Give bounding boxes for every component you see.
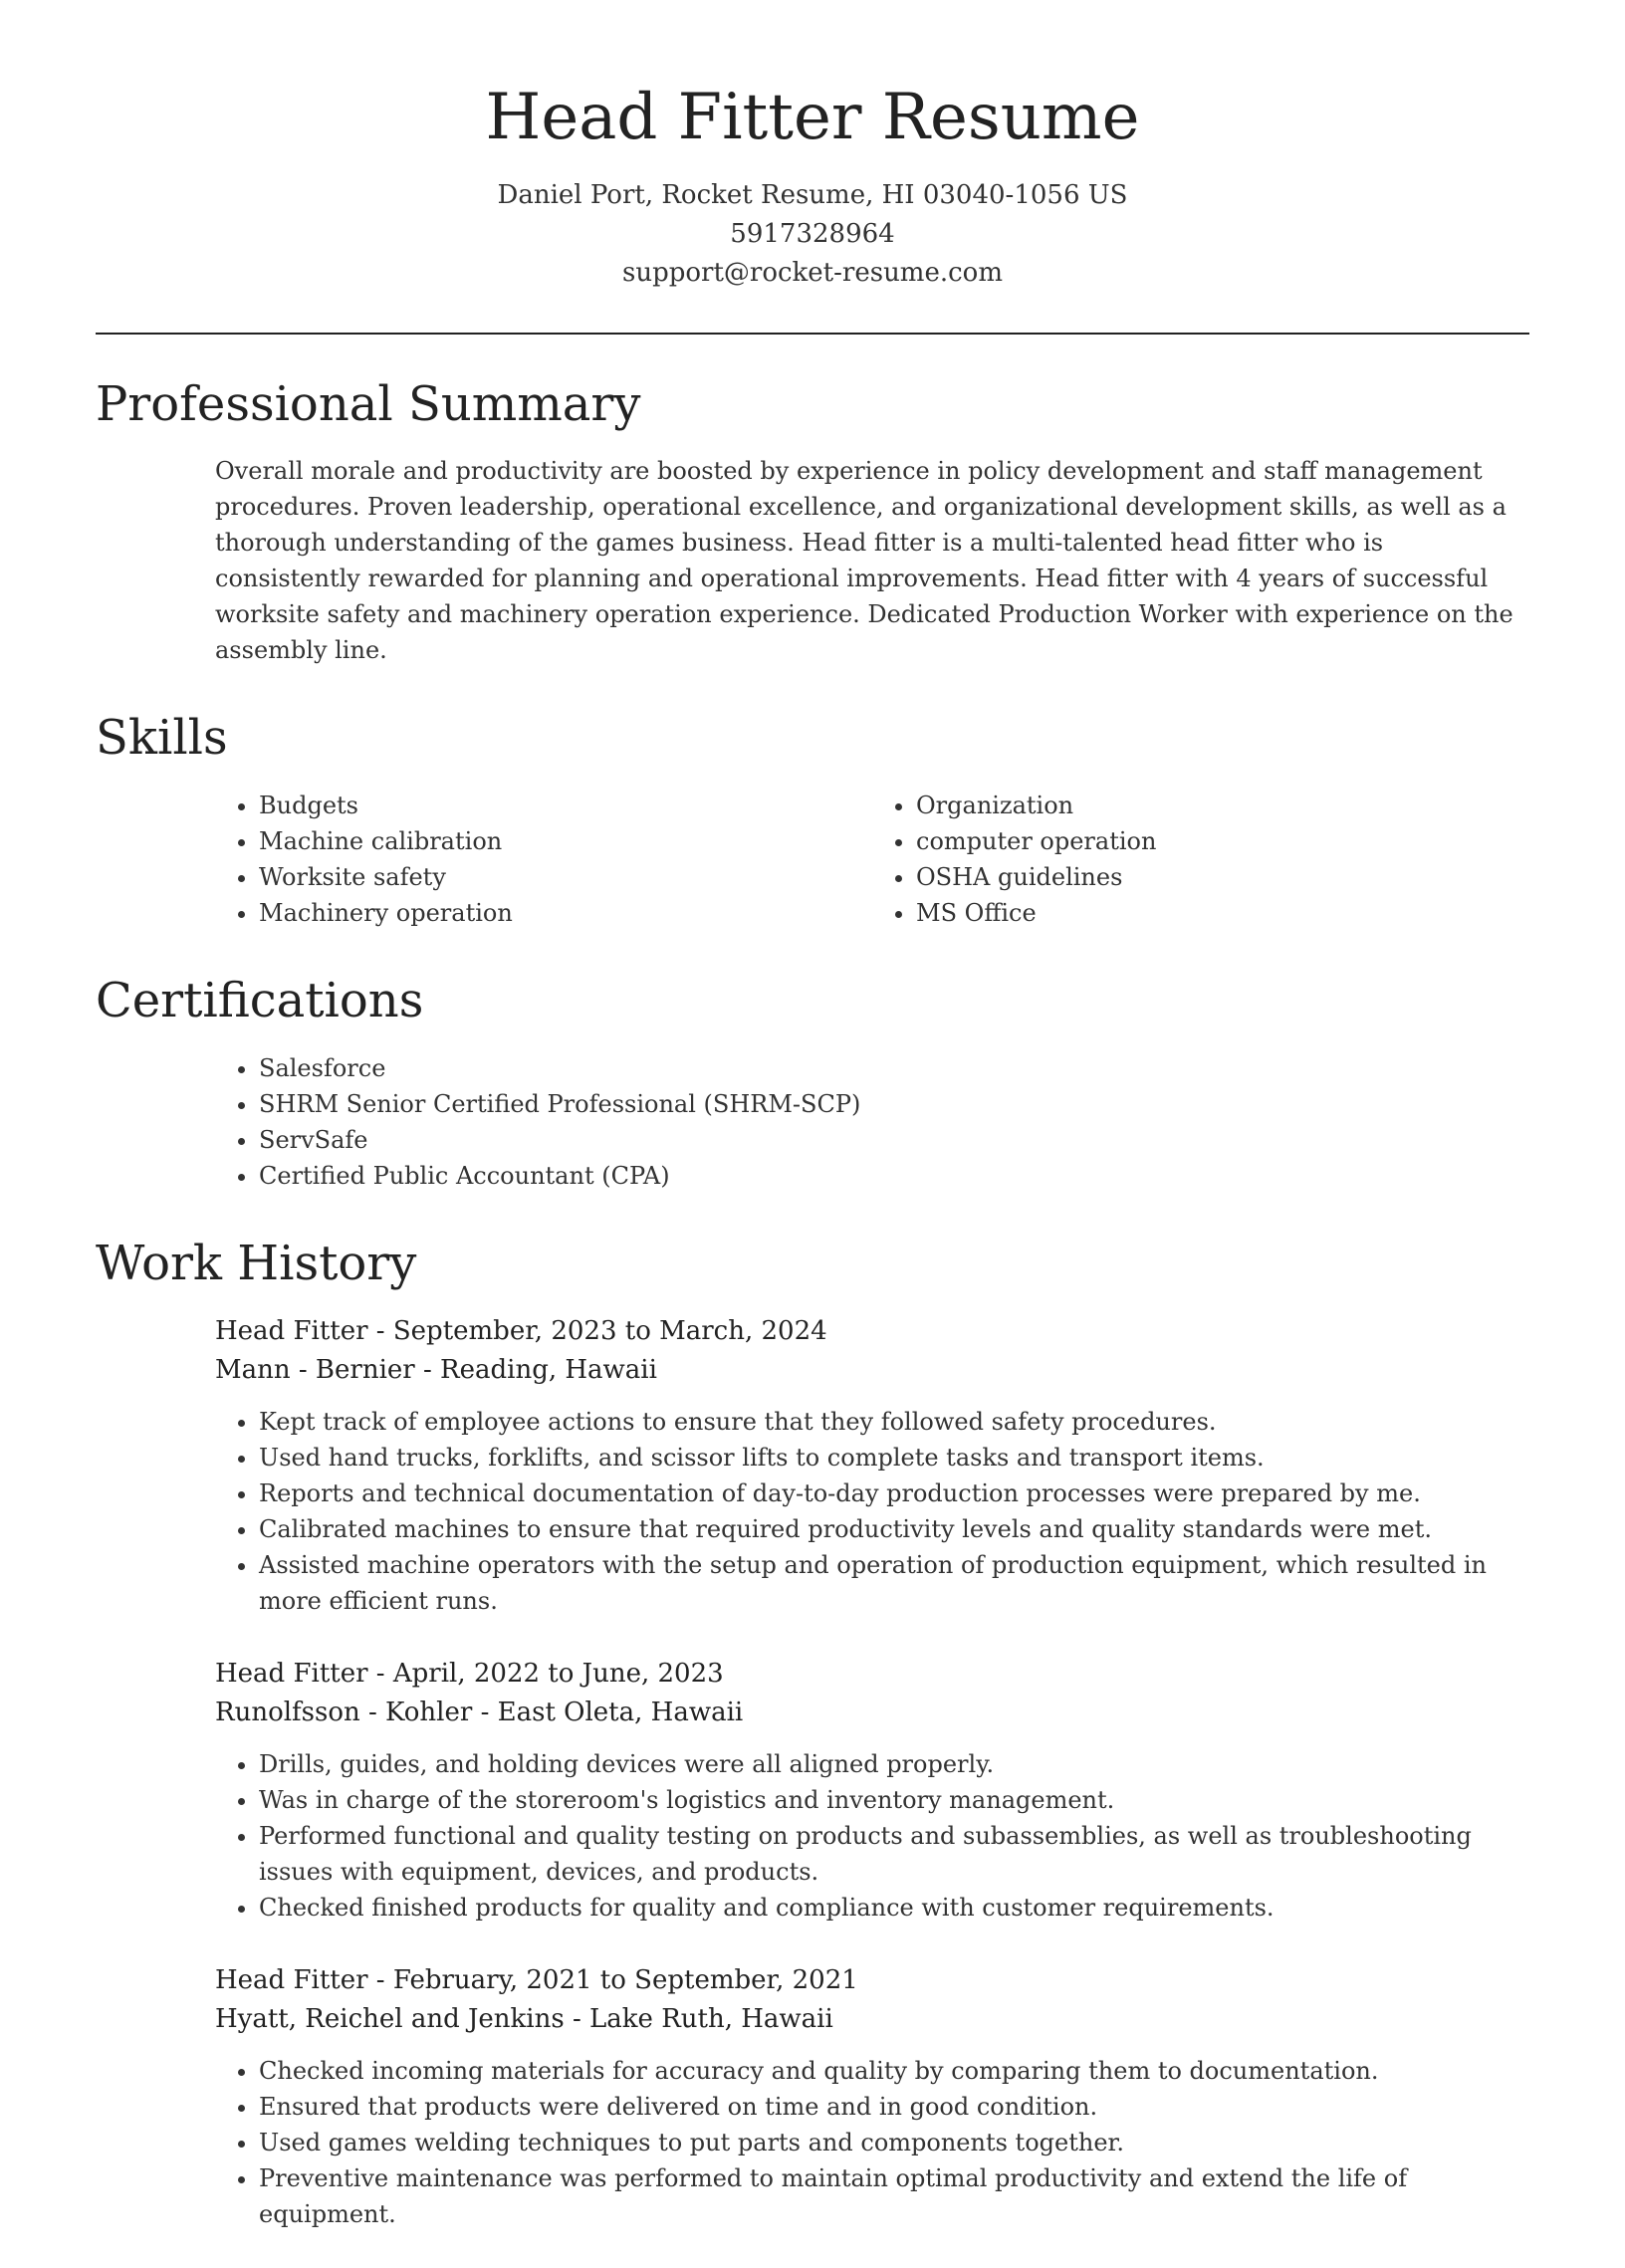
certification-item: • ServSafe (259, 1122, 1529, 1158)
job-company-line: Hyatt, Reichel and Jenkins - Lake Ruth, Hawaii (215, 2004, 833, 2035)
resume-header (96, 80, 1529, 293)
skills-list-left (215, 788, 872, 931)
job-bullet: • Checked finished products for quality and compliance with customer requirements. (259, 1890, 1529, 1926)
skills-section (96, 710, 1529, 931)
job-title-line: Head Fitter - February, 2021 to September, 2021 (215, 1965, 858, 1996)
resume-title: Head Fitter Resume (485, 81, 1140, 154)
skills-columns (215, 788, 1529, 931)
job-company-line: Mann - Bernier - Reading, Hawaii (215, 1355, 657, 1386)
skill-item: • Machine calibration (259, 823, 872, 859)
job-bullet: • Ensured that products were delivered on time and in good condition. (259, 2089, 1529, 2125)
contact-email: support@rocket-resume.com (621, 257, 1003, 288)
skill-item: • Machinery operation (259, 895, 872, 931)
certifications-section (96, 973, 1529, 1194)
job-company-line: Runolfsson - Kohler - East Oleta, Hawaii (215, 1698, 744, 1728)
skill-item: • OSHA guidelines (916, 859, 1529, 895)
job-bullet: • Drills, guides, and holding devices were all aligned properly. (259, 1746, 1529, 1782)
skill-item: • Budgets (259, 788, 872, 823)
certification-item: • SHRM Senior Certified Professional (SHRM-SCP) (259, 1086, 1529, 1122)
job-bullets (215, 1746, 1529, 1926)
header-divider (96, 333, 1529, 335)
job-bullet: • Reports and technical documentation of day-to-day production processes were prepared by me. (259, 1475, 1529, 1511)
certifications-list (215, 1050, 1529, 1194)
job-title-line: Head Fitter - September, 2023 to March, 2024 (215, 1316, 827, 1347)
resume-page (96, 80, 1529, 2268)
job-bullets (215, 2053, 1529, 2232)
skill-item: • computer operation (916, 823, 1529, 859)
job-title-line: Head Fitter - April, 2022 to June, 2023 (215, 1659, 724, 1690)
job-bullet: • Performed functional and quality testing on products and subassemblies, as well as troubleshooting issues with equipment, devices, and products. (259, 1818, 1529, 1890)
certifications-heading: Certifications (96, 972, 424, 1028)
job-entry (215, 1312, 1529, 1619)
skills-list-right (872, 788, 1529, 931)
summary-text: Overall morale and productivity are boosted by experience in policy development and staff management procedures. Proven leadership, operational excellence, and organizational development skills, as well as a thorough understanding of the games business. Head fitter is a multi-talented head fitter who is consistently rewarded for planning and operational improvements. Head fitter with 4 years of successful worksite safety and machinery operation experience. Dedicated Production Worker with experience on the assembly line. (215, 457, 1513, 665)
skills-heading: Skills (96, 710, 228, 767)
certification-item: • Certified Public Accountant (CPA) (259, 1158, 1529, 1194)
skill-item: • MS Office (916, 895, 1529, 931)
job-entry (215, 1655, 1529, 1926)
contact-address: Daniel Port, Rocket Resume, HI 03040-1056 US (497, 179, 1128, 210)
job-entry (215, 1961, 1529, 2232)
skill-item: • Worksite safety (259, 859, 872, 895)
summary-heading: Professional Summary (96, 375, 641, 432)
job-bullet: • Assisted machine operators with the setup and operation of production equipment, which resulted in more efficient runs. (259, 1547, 1529, 1619)
job-bullets (215, 1404, 1529, 1619)
job-bullet: • Was in charge of the storeroom's logistics and inventory management. (259, 1782, 1529, 1818)
skill-item: • Organization (916, 788, 1529, 823)
job-bullet: • Used hand trucks, forklifts, and scissor lifts to complete tasks and transport items. (259, 1440, 1529, 1475)
contact-info (96, 176, 1529, 293)
work-history-heading: Work History (96, 1235, 417, 1291)
contact-phone: 5917328964 (730, 218, 895, 249)
job-bullet: • Checked incoming materials for accuracy and quality by comparing them to documentation. (259, 2053, 1529, 2089)
work-history-section (96, 1236, 1529, 2233)
job-bullet: • Preventive maintenance was performed to maintain optimal productivity and extend the life of equipment. (259, 2160, 1529, 2232)
certification-item: • Salesforce (259, 1050, 1529, 1086)
job-bullet: • Used games welding techniques to put parts and components together. (259, 2125, 1529, 2160)
job-bullet: • Calibrated machines to ensure that required productivity levels and quality standards were met. (259, 1511, 1529, 1547)
job-bullet: • Kept track of employee actions to ensure that they followed safety procedures. (259, 1404, 1529, 1440)
summary-section (96, 376, 1529, 669)
